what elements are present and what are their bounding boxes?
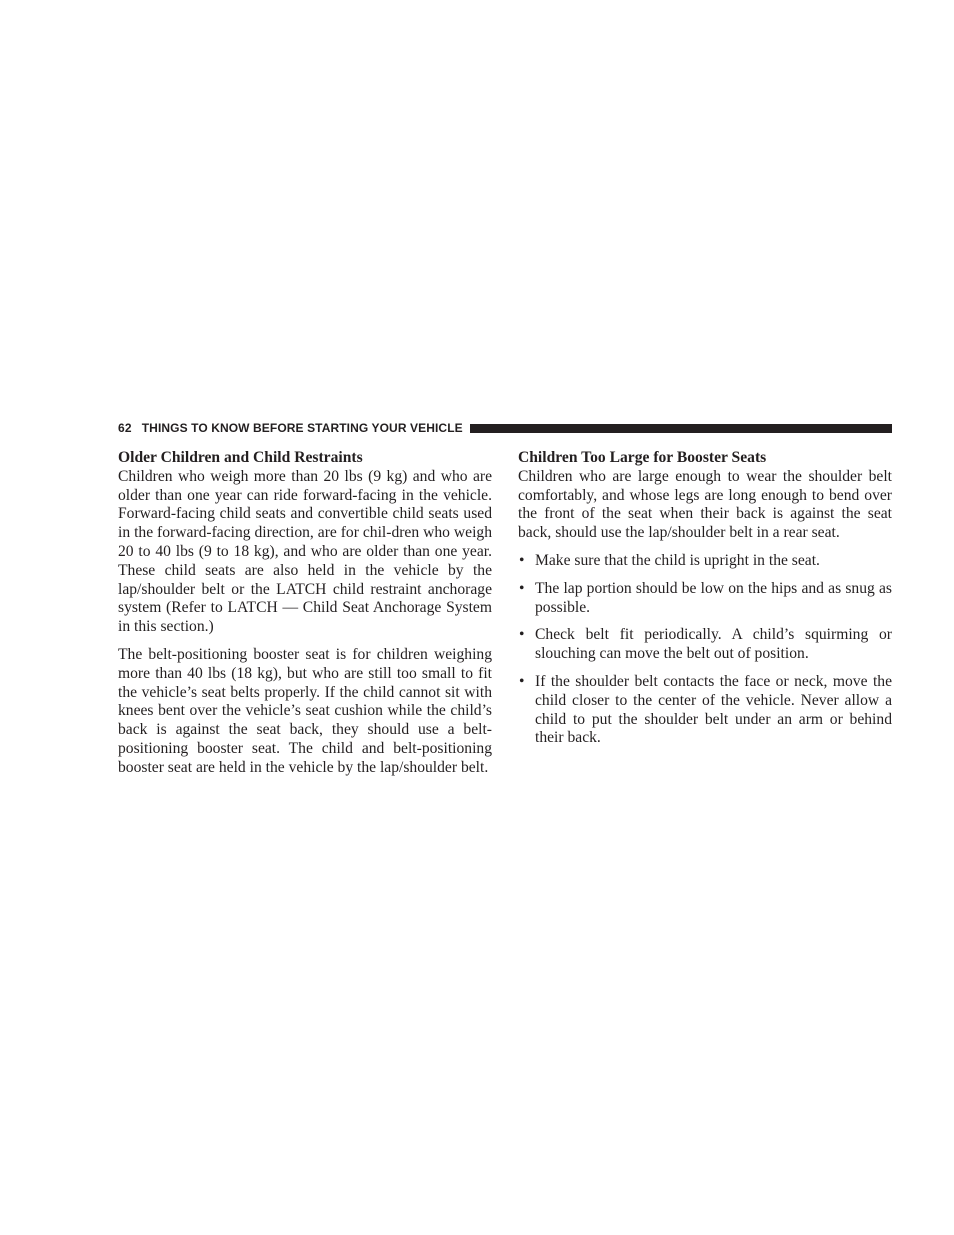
older-children-heading: Older Children and Child Restraints: [118, 449, 363, 466]
list-item: [518, 552, 892, 571]
list-item: [518, 673, 892, 748]
forward-facing-paragraph: Children who weigh more than 20 lbs (9 kg) and who are older than one year can ride forward-facing in the vehicle. Forward-facing child seats and convertible child seats used in the forward-facing direction, are for chil-dren who weigh 20 to 40 lbs (9 to 18 kg), and who are older than one year. These child seats are also held in the vehicle by the lap/shoulder belt or the LATCH child restraint anchorage system (Refer to LATCH — Child Seat Anchorage System in this section.): [118, 467, 492, 636]
section-title: THINGS TO KNOW BEFORE STARTING YOUR VEHICLE: [141, 421, 463, 435]
bullet-icon: •: [519, 672, 525, 690]
too-large-heading: Children Too Large for Booster Seats: [518, 449, 767, 466]
left-column: [118, 449, 492, 787]
list-item-text: If the shoulder belt contacts the face or neck, move the child closer to the center of the vehicle. Never allow a child to put the shoulder belt under an arm or behind their back.: [535, 672, 892, 747]
belt-fit-list: [518, 552, 892, 748]
bullet-icon: •: [519, 626, 525, 644]
list-item: [518, 626, 892, 664]
page-number: 62: [118, 421, 132, 435]
list-item-text: Make sure that the child is upright in the seat.: [535, 551, 820, 569]
bullet-icon: •: [519, 579, 525, 597]
list-item-text: The lap portion should be low on the hips and as snug as possible.: [535, 579, 892, 616]
lap-shoulder-belt-paragraph: Children who are large enough to wear the shoulder belt comfortably, and whose legs are long enough to bend over the front of the seat when their back is against the seat back, should use the lap/shoulder belt in a rear seat.: [518, 467, 892, 542]
bullet-icon: •: [519, 551, 525, 569]
booster-seat-paragraph: The belt-positioning booster seat is for children weighing more than 40 lbs (18 kg), but who are still too small to fit the vehicle’s seat belts properly. If the child cannot sit with knees bent over the vehicle’s seat cushion while the child’s back is against the seat back, they should use a belt-positioning booster seat. The child and belt-positioning booster seat are held in the vehicle by the lap/shoulder belt.: [118, 645, 492, 776]
page-header: [118, 419, 892, 437]
list-item-text: Check belt fit periodically. A child’s squirming or slouching can move the belt out of position.: [535, 626, 892, 663]
list-item: [518, 580, 892, 618]
right-column: [518, 449, 892, 757]
header-rule: [470, 424, 892, 433]
